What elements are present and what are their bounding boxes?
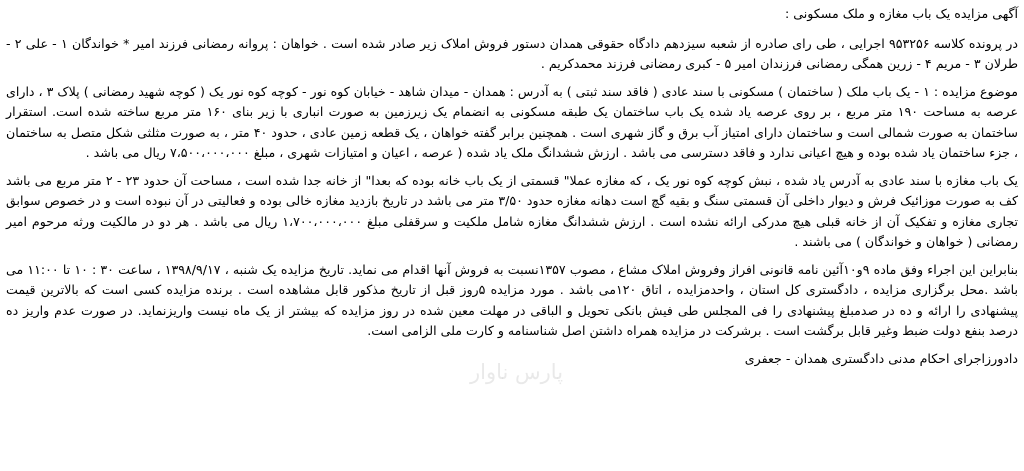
watermark-logo: پارس ناوار	[470, 360, 564, 384]
case-parties-paragraph: در پرونده کلاسه ۹۵۳۲۵۶ اجرایی ، طی رای صادره از شعبه سیزدهم دادگاه حقوقی همدان دستور فروش املاک زیر صادر شده است . خواهان : پروانه رمضانی فرزند امیر * خواندگان ۱ - علی ۲ - طرلان ۳ - مریم ۴ - زرین همگی رمضانی فرزندان امیر ۵ - کبری رمضانی فرزند محمدکریم .	[6, 35, 1018, 71]
auction-terms-paragraph: بنابراین این اجراء وفق ماده ۹و۱۰آئین نامه قانونی افراز وفروش املاک مشاع ، مصوب ۱۳۵۷نسبت به فروش آنها اقدام می نماید. تاریخ مزایده یک شنبه ، ۱۳۹۸/۹/۱۷ ، ساعت ۳۰ : ۱۰ تا ۱۱:۰۰ می باشد .محل برگزاری مزایده ، دادگستری کل استان ، واحدمزایده ، اتاق ۱۲۰می باشد . مورد مزایده ۵روز قبل از تاریخ مذکور قابل مشاهده است . برنده مزایده کسی است که بالاترین قیمت پیشنهادی را ارائه و ده در صدمبلغ پیشنهادی را فی المجلس طی فیش بانکی تحویل و الباقی در مهلت معین شده در روز مزایده که بیشتر از یک ماه نیست واریزنماید. در صورت عدم واریز ده درصد بنفع دولت ضبط وغیر قابل برگشت است . برشرکت در مزایده همراه داشتن اصل شناسنامه و کارت ملی الزامی است.	[6, 261, 1018, 338]
notice-document	[6, 4, 1018, 369]
shop-property-paragraph: یک باب مغازه با سند عادی به آدرس یاد شده ، نبش کوچه کوه نور یک ، که مغازه عملا" قسمتی از یک باب خانه بوده که بعدا" از خانه جدا شده است ، مساحت آن حدود ۲۳ - ۲ متر مربع می باشد کف به صورت موزائیک فرش و دیوار داخلی آن قسمتی سنگ و بقیه گچ است دهانه مغازه حدود ۳/۵۰ متر می باشد در تاریخ بازدید مغازه خالی بوده و فعالیتی در آن نبوده است و در خصوص سوابق تجاری مغازه و تفکیک آن از خانه قبلی هیچ مدرکی ارائه نشده است . ارزش ششدانگ مغازه شامل ملکیت و سرقفلی مبلغ ۱،۷۰۰،۰۰۰،۰۰۰ ریال می باشد . هر دو در مالکیت ورثه مرحوم امیر رمضانی ( خواهان و خواندگان ) می باشند .	[6, 172, 1018, 249]
signature-line: دادورزاجرای احکام مدنی دادگستری همدان - جعفری	[744, 350, 1018, 366]
residential-property-paragraph: موضوع مزایده : ۱ - یک باب ملک ( ساختمان ) مسکونی با سند عادی ( فاقد سند ثبتی ) به آدرس : همدان - میدان شاهد - خیابان کوه نور - کوچه کوه نور یک ( کوچه شهید رمضانی ) پلاک ۳ ، دارای عرصه به مساحت ۱۹۰ متر مربع ، بر روی عرصه یاد شده یک باب ساختمان یک طبقه مسکونی به انضمام یک زیرزمین به صورت انباری با زیر بنای ۱۶۰ متر مربع ساخته شده است. استقرار ساختمان به صورت شمالی است و ساختمان دارای امتیاز آب برق و گاز شهری است . همچنین برابر گفته خواهان ، یک قطعه زمین عادی ، حدود ۴۰ متر ، به صورت مثلثی شکل متصل به ساختمان ، جزء ساختمان یاد شده بوده و هیچ اعیانی ندارد و فاقد دسترسی می باشد . ارزش ششدانگ ملک یاد شده ( عرصه ، اعیان و امتیازات شهری ، مبلغ ۷،۵۰۰،۰۰۰،۰۰۰ ریال می باشد .	[6, 83, 1018, 160]
notice-title: آگهی مزایده یک باب مغازه و ملک مسکونی :	[785, 6, 1018, 21]
